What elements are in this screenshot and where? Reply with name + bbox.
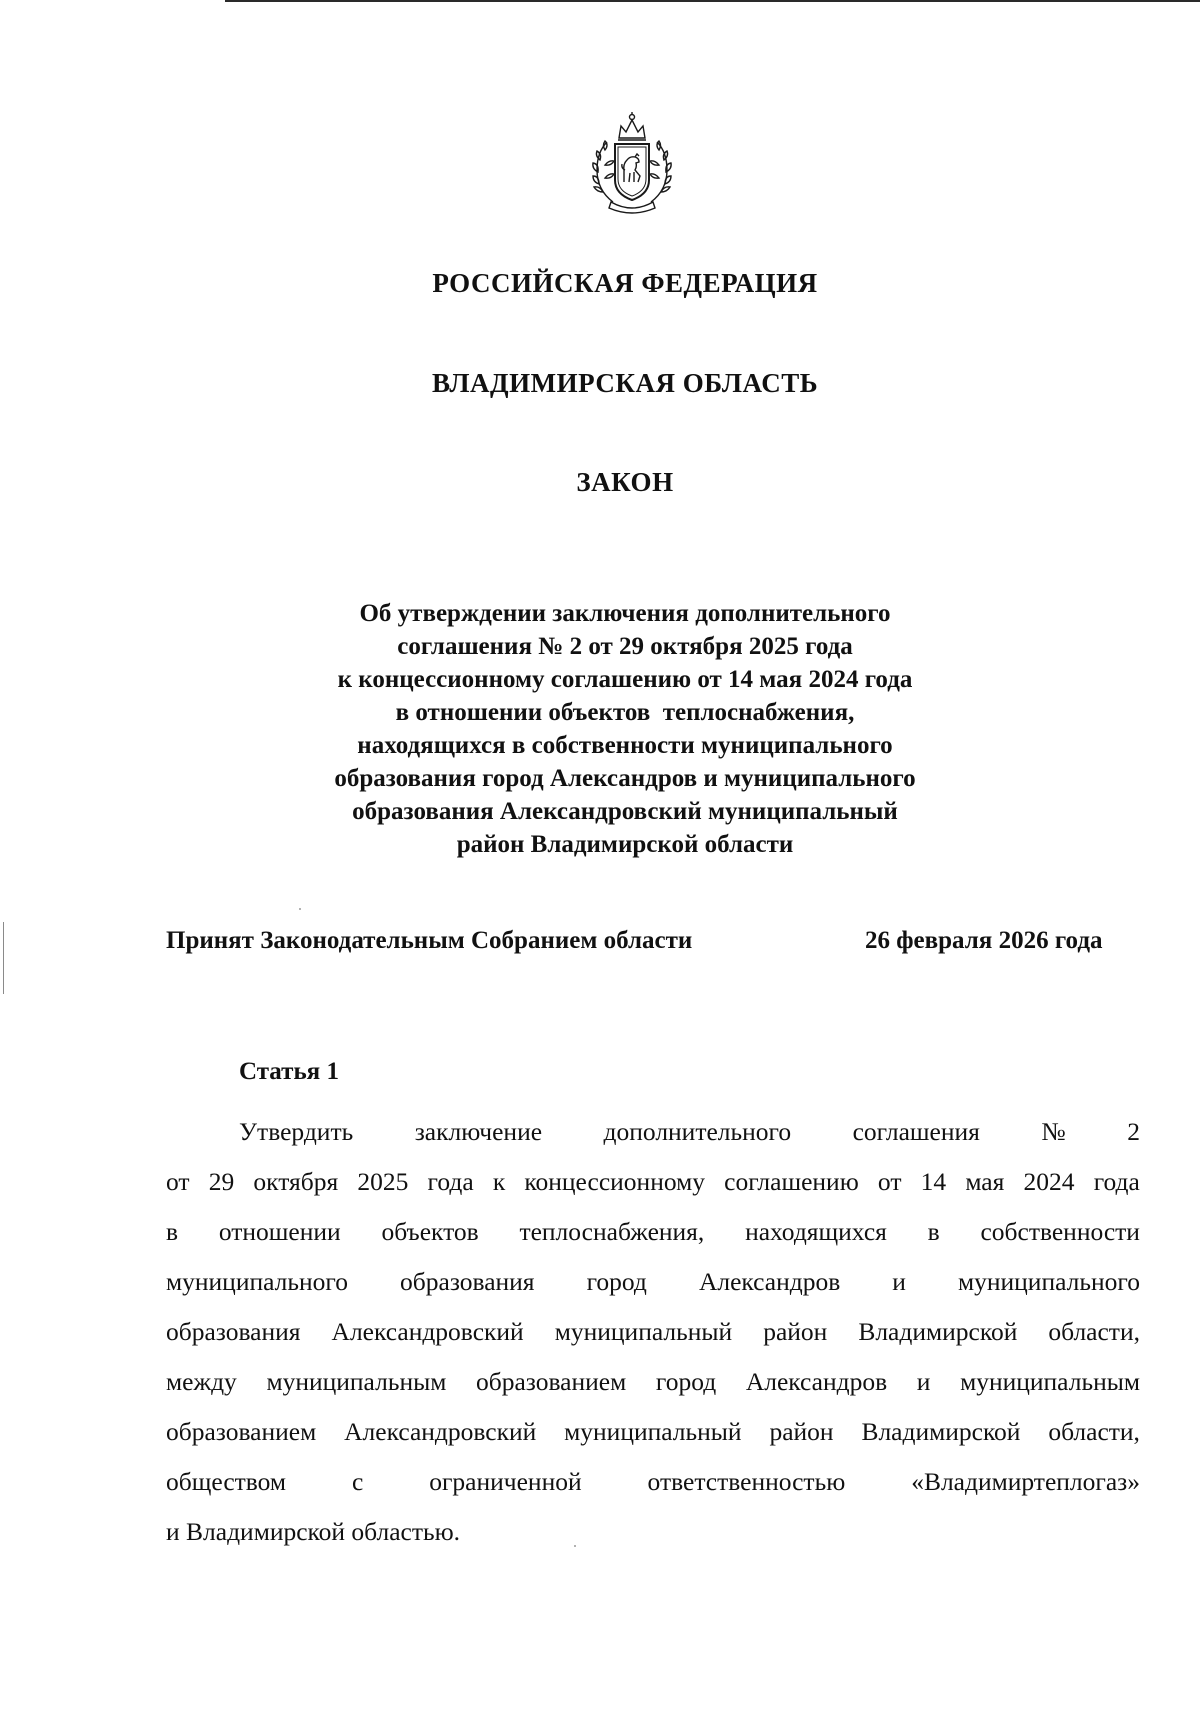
article-word: ответственностью [647,1467,846,1496]
scan-speck [299,908,301,910]
law-title-line: соглашения № 2 от 29 октября 2025 года [397,633,853,660]
article-word: муниципальным [960,1367,1140,1396]
article-word: Александровский [344,1417,537,1446]
article-word: от [877,1167,902,1196]
adoption-date: 26 февраля 2026 года [865,927,1103,954]
article-line [166,1107,1140,1157]
article-word: образованием [476,1367,627,1396]
article-word: между [166,1367,237,1396]
article-line [166,1507,1140,1557]
article-line [166,1407,1140,1457]
article-word: район [763,1317,828,1346]
article-word: город [586,1267,647,1296]
article-word: муниципальный [564,1417,742,1446]
article-word: отношении [218,1217,341,1246]
article-word: от [166,1167,190,1196]
law-title-line: в отношении объектов теплоснабжения, [395,699,855,726]
article-word: муниципального [957,1267,1140,1296]
article-word: 2025 [357,1167,409,1196]
article-word: район [769,1417,834,1446]
article-word: Владимирской [861,1417,1021,1446]
article-word: обществом [166,1467,287,1496]
article-word: Александров [698,1267,841,1296]
country-heading: РОССИЙСКАЯ ФЕДЕРАЦИЯ [432,268,818,298]
coat-of-arms-icon [585,110,679,218]
article-word: 2 [1127,1117,1140,1146]
article-line [166,1157,1140,1207]
article-word: с [351,1467,364,1496]
adoption-label: Принят Законодательным Собранием области [166,927,693,954]
law-title-line: образования Александровский муниципальный [352,798,898,825]
law-title-line: образования город Александров и муниципального [334,765,916,792]
article-word: находящихся [745,1217,887,1246]
article-word: ограниченной [429,1467,582,1496]
article-line [166,1307,1140,1357]
article-word: собственности [980,1217,1140,1246]
article-word: Владимирской [858,1317,1018,1346]
article-word: Утвердить [239,1117,354,1146]
scan-top-edge-line [225,0,1200,2]
law-title-line: находящихся в собственности муниципального [357,732,893,759]
law-title-line: район Владимирской области [456,831,794,858]
article-line [166,1457,1140,1507]
article-word: объектов [381,1217,479,1246]
article-word: года [1093,1167,1140,1196]
article-word: дополнительного [603,1117,792,1146]
article-word: муниципального [166,1267,348,1296]
article-word: мая [965,1167,1005,1196]
article-word: Александров [745,1367,888,1396]
article-heading: Статья 1 [239,1058,339,1085]
article-word: образования [400,1267,535,1296]
article-word: муниципальный [554,1317,733,1346]
article-word: к [492,1167,506,1196]
article-word: Александровский [331,1317,524,1346]
article-word: «Владимиртеплогаз» [911,1467,1140,1496]
article-word: образования [166,1317,301,1346]
article-word: и [916,1367,931,1396]
document-type-heading: ЗАКОН [576,467,674,497]
article-word: 29 [208,1167,235,1196]
article-word: в [166,1217,179,1246]
article-word: образованием [166,1417,317,1446]
law-title-line: к концессионному соглашению от 14 мая 2024 года [337,666,913,693]
article-word: № [1041,1117,1066,1146]
article-word: в [927,1217,940,1246]
law-title [270,597,980,861]
article-line [166,1357,1140,1407]
article-line [166,1257,1140,1307]
article-word: области, [1048,1317,1140,1346]
article-line [166,1207,1140,1257]
article-word: октября [253,1167,339,1196]
article-word: года [427,1167,474,1196]
article-word: и Владимирской областью. [166,1517,461,1546]
region-heading: ВЛАДИМИРСКАЯ ОБЛАСТЬ [431,368,819,398]
article-word: 14 [920,1167,947,1196]
article-word: и [892,1267,906,1296]
article-word: заключение [414,1117,543,1146]
article-word: соглашения [852,1117,980,1146]
article-word: 2024 [1023,1167,1075,1196]
article-word: теплоснабжения, [519,1217,705,1246]
scan-left-edge-mark [3,922,4,994]
law-title-line: Об утверждении заключения дополнительного [359,600,891,627]
article-word: области, [1048,1417,1140,1446]
article-body [166,1107,1140,1557]
article-word: муниципальным [266,1367,447,1396]
article-word: соглашению [724,1167,859,1196]
article-word: город [655,1367,717,1396]
article-word: концессионному [524,1167,705,1196]
